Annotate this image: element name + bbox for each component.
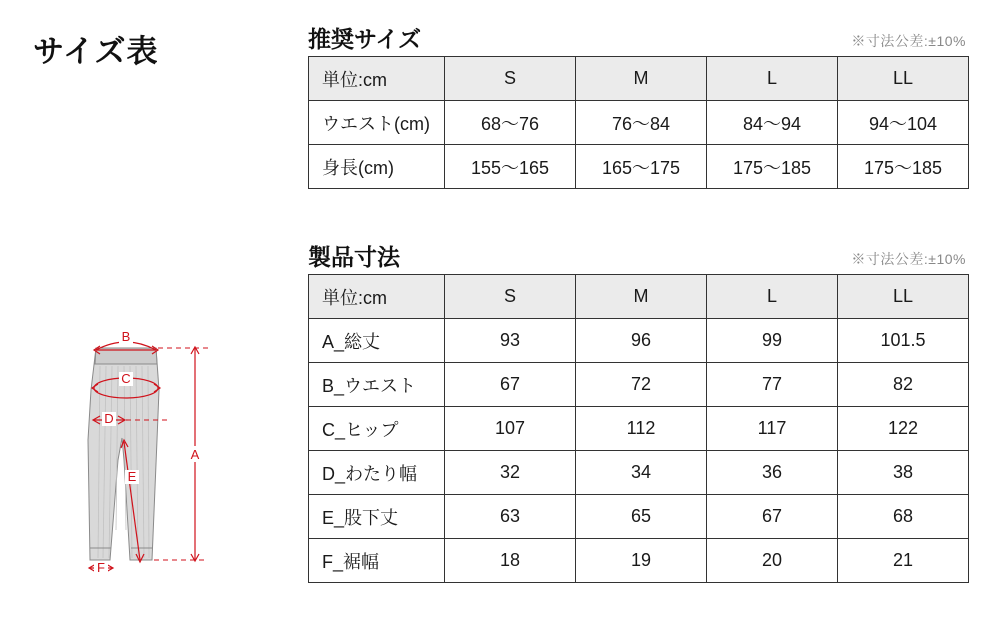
page-title: サイズ表 bbox=[33, 34, 159, 69]
figure-label-e: E bbox=[127, 469, 137, 484]
table-row bbox=[309, 539, 969, 583]
table-row bbox=[309, 451, 969, 495]
cell-value: 99 bbox=[707, 319, 838, 363]
table-row bbox=[309, 319, 969, 363]
cell-value: 84〜94 bbox=[707, 101, 838, 145]
cell-value: 21 bbox=[838, 539, 969, 583]
pants-measurement-diagram bbox=[60, 320, 290, 595]
recommended-tolerance-note: ※寸法公差:±10% bbox=[851, 33, 966, 49]
cell-value: 122 bbox=[838, 407, 969, 451]
table-row bbox=[309, 495, 969, 539]
row-label: D_わたり幅 bbox=[309, 451, 445, 495]
figure-label-b: B bbox=[121, 329, 131, 344]
cell-value: 117 bbox=[707, 407, 838, 451]
cell-value: 107 bbox=[445, 407, 576, 451]
row-label: ウエスト(cm) bbox=[309, 101, 445, 145]
cell-value: 67 bbox=[445, 363, 576, 407]
cell-value: 175〜185 bbox=[707, 145, 838, 189]
recommended-size-header bbox=[308, 22, 968, 56]
cell-value: 20 bbox=[707, 539, 838, 583]
cell-value: 38 bbox=[838, 451, 969, 495]
cell-value: 82 bbox=[838, 363, 969, 407]
product-tolerance-note: ※寸法公差:±10% bbox=[851, 251, 966, 267]
cell-value: 165〜175 bbox=[576, 145, 707, 189]
cell-value: 19 bbox=[576, 539, 707, 583]
recommended-size-section bbox=[308, 22, 968, 189]
column-header-s: S bbox=[445, 57, 576, 101]
product-dimensions-table bbox=[308, 274, 969, 583]
row-label: A_総丈 bbox=[309, 319, 445, 363]
cell-value: 68〜76 bbox=[445, 101, 576, 145]
cell-value: 65 bbox=[576, 495, 707, 539]
column-header-ll: LL bbox=[838, 57, 969, 101]
figure-label-a: A bbox=[190, 447, 200, 462]
cell-value: 34 bbox=[576, 451, 707, 495]
recommended-size-table bbox=[308, 56, 969, 189]
table-row bbox=[309, 145, 969, 189]
cell-value: 94〜104 bbox=[838, 101, 969, 145]
figure-label-d: D bbox=[104, 411, 114, 426]
product-dimensions-section bbox=[308, 240, 968, 583]
figure-label-f: F bbox=[97, 560, 105, 575]
column-header-m: M bbox=[576, 57, 707, 101]
table-header-row bbox=[309, 57, 969, 101]
cell-value: 72 bbox=[576, 363, 707, 407]
table-header-row bbox=[309, 275, 969, 319]
cell-value: 18 bbox=[445, 539, 576, 583]
table-row bbox=[309, 101, 969, 145]
table-row bbox=[309, 407, 969, 451]
table-row bbox=[309, 363, 969, 407]
column-header-l: L bbox=[707, 57, 838, 101]
row-label: E_股下丈 bbox=[309, 495, 445, 539]
row-label: F_裾幅 bbox=[309, 539, 445, 583]
cell-value: 32 bbox=[445, 451, 576, 495]
cell-value: 67 bbox=[707, 495, 838, 539]
cell-value: 101.5 bbox=[838, 319, 969, 363]
cell-value: 68 bbox=[838, 495, 969, 539]
cell-value: 93 bbox=[445, 319, 576, 363]
row-label: B_ウエスト bbox=[309, 363, 445, 407]
cell-value: 76〜84 bbox=[576, 101, 707, 145]
cell-value: 96 bbox=[576, 319, 707, 363]
column-header-unit: 単位:cm bbox=[309, 57, 445, 101]
column-header-m: M bbox=[576, 275, 707, 319]
row-label: 身長(cm) bbox=[309, 145, 445, 189]
product-dimensions-heading: 製品寸法 bbox=[308, 244, 400, 270]
cell-value: 36 bbox=[707, 451, 838, 495]
cell-value: 155〜165 bbox=[445, 145, 576, 189]
column-header-s: S bbox=[445, 275, 576, 319]
cell-value: 63 bbox=[445, 495, 576, 539]
recommended-size-heading: 推奨サイズ bbox=[308, 26, 422, 52]
cell-value: 112 bbox=[576, 407, 707, 451]
column-header-l: L bbox=[707, 275, 838, 319]
cell-value: 175〜185 bbox=[838, 145, 969, 189]
row-label: C_ヒップ bbox=[309, 407, 445, 451]
product-dimensions-header bbox=[308, 240, 968, 274]
cell-value: 77 bbox=[707, 363, 838, 407]
figure-label-c: C bbox=[121, 371, 131, 386]
column-header-ll: LL bbox=[838, 275, 969, 319]
column-header-unit: 単位:cm bbox=[309, 275, 445, 319]
